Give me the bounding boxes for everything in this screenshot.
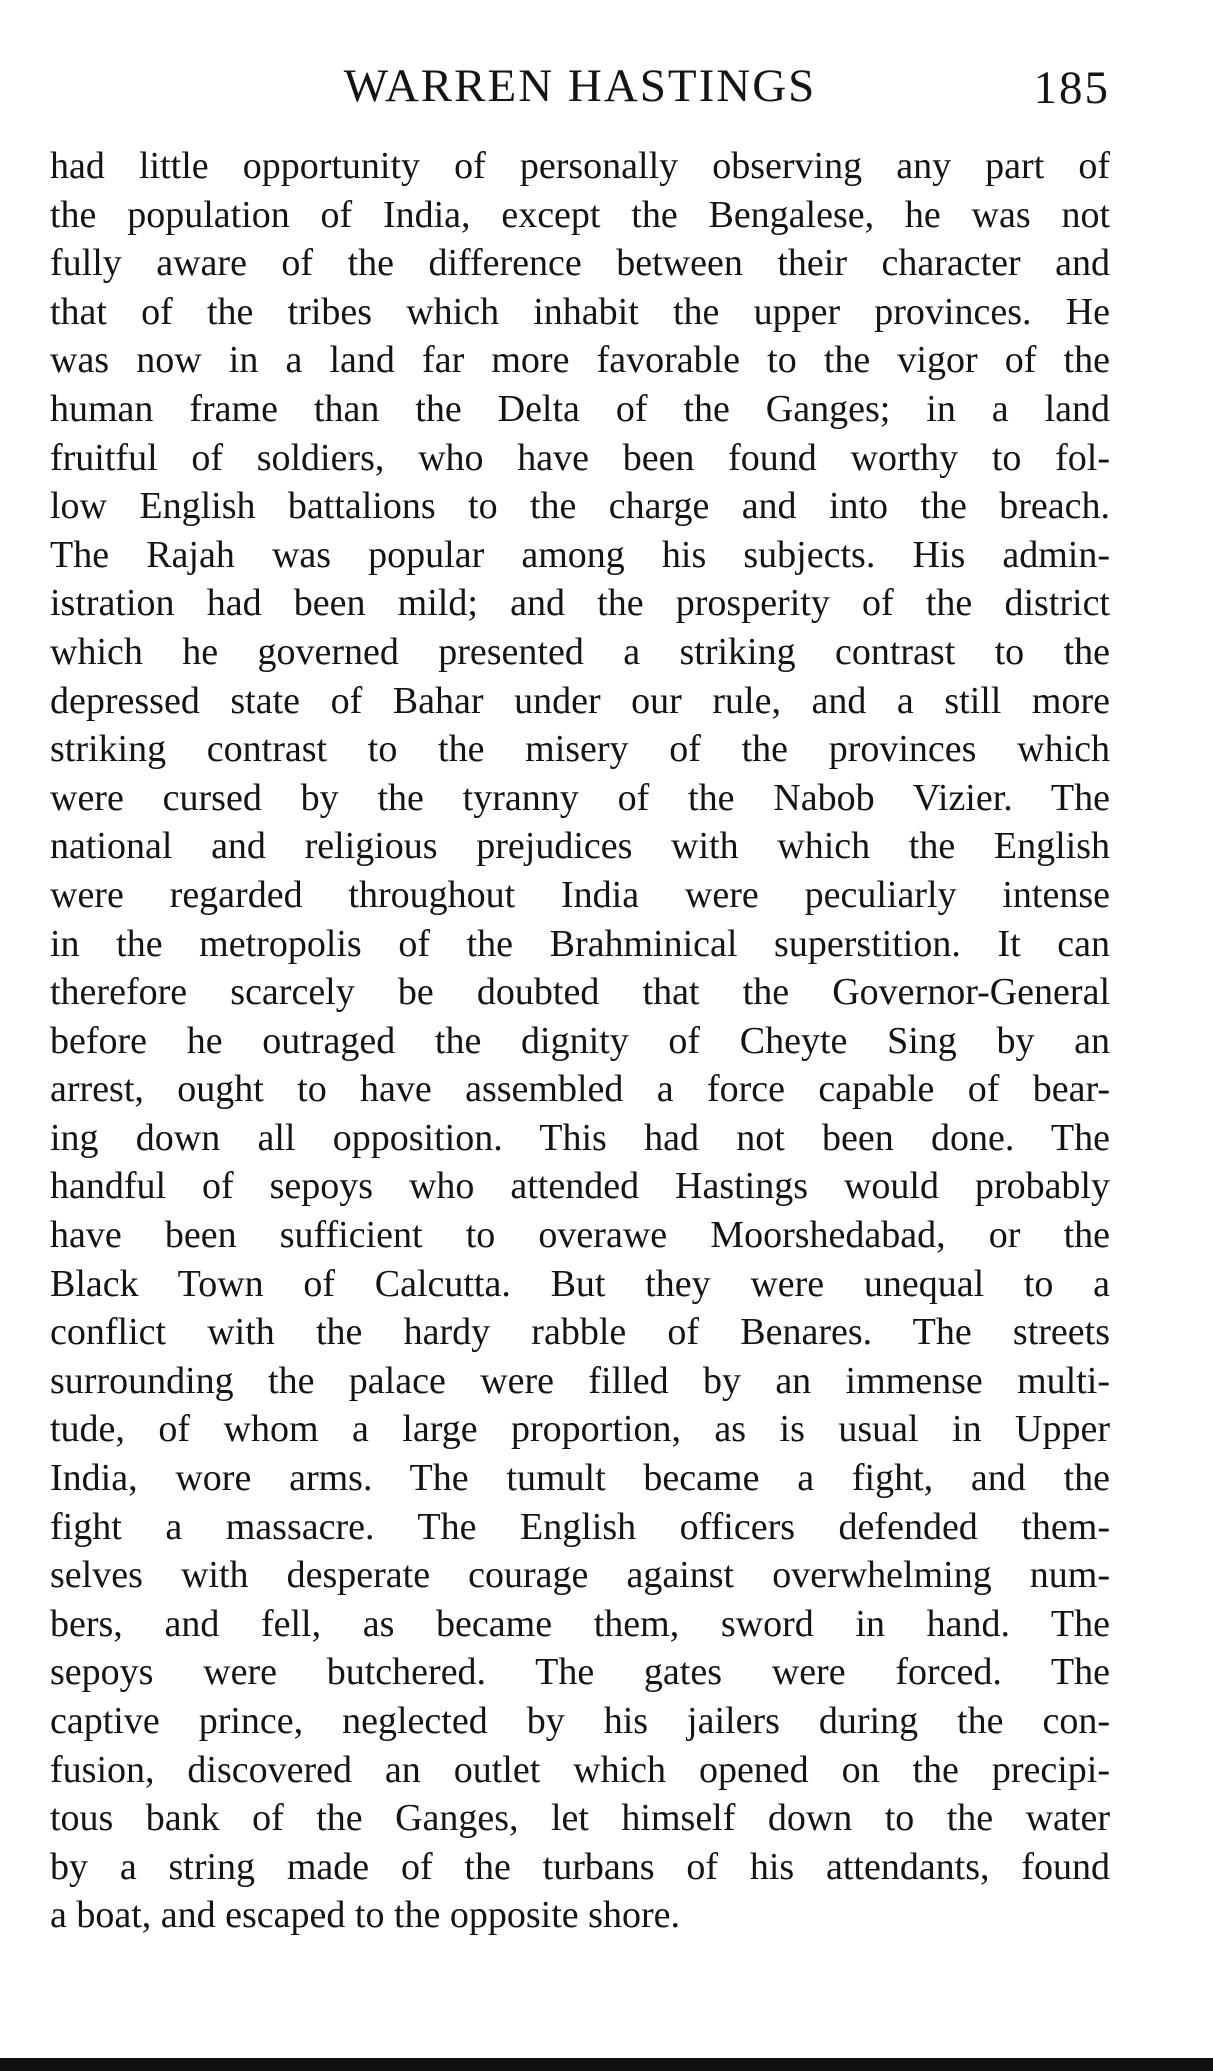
text-line: in the metropolis of the Brahminical superstition. It can	[50, 922, 1110, 965]
text-line: low English battalions to the charge and into the breach.	[50, 485, 1110, 528]
text-line: therefore scarcely be doubted that the Governor-General	[50, 971, 1110, 1014]
text-line: have been sufficient to overawe Moorshedabad, or the	[50, 1214, 1110, 1257]
text-line: captive prince, neglected by his jailers during the con-	[50, 1700, 1110, 1742]
text-line: arrest, ought to have assembled a force capable of bear-	[50, 1068, 1110, 1111]
text-line: the population of India, except the Bengalese, he was not	[50, 193, 1110, 236]
text-line: by a string made of the turbans of his attendants, found	[50, 1845, 1110, 1888]
text-line: sepoys were butchered. The gates were forced. The	[50, 1651, 1110, 1694]
text-line: conflict with the hardy rabble of Benares. The streets	[50, 1311, 1110, 1354]
text-line: which he governed presented a striking contrast to the	[50, 630, 1110, 673]
text-line: India, wore arms. The tumult became a fight, and the	[50, 1457, 1110, 1500]
page-number: 185	[1033, 62, 1110, 114]
text-line: The Rajah was popular among his subjects. His admin-	[50, 533, 1110, 576]
text-line: human frame than the Delta of the Ganges; in a land	[50, 387, 1110, 430]
text-line: that of the tribes which inhabit the upper provinces. He	[50, 290, 1110, 333]
text-line: was now in a land far more favorable to the vigor of the	[50, 339, 1110, 382]
text-line: were regarded throughout India were peculiarly intense	[50, 873, 1110, 916]
running-title: WARREN HASTINGS	[343, 60, 817, 112]
running-head	[50, 52, 1110, 122]
text-line: depressed state of Bahar under our rule, and a still more	[50, 679, 1110, 722]
text-line-final: a boat, and escaped to the opposite shore.	[50, 1894, 680, 1937]
text-line: were cursed by the tyranny of the Nabob Vizier. The	[50, 776, 1110, 819]
text-line: fight a massacre. The English officers defended them-	[50, 1505, 1110, 1548]
text-line: bers, and fell, as became them, sword in hand. The	[50, 1602, 1110, 1645]
text-line: fully aware of the difference between their character and	[50, 242, 1110, 285]
body-text	[50, 142, 1110, 1940]
text-line: national and religious prejudices with which the English	[50, 825, 1110, 868]
text-line: fruitful of soldiers, who have been found worthy to fol-	[50, 436, 1110, 479]
text-line: ing down all opposition. This had not been done. The	[50, 1116, 1110, 1159]
text-line: handful of sepoys who attended Hastings would probably	[50, 1165, 1110, 1208]
text-line: tude, of whom a large proportion, as is usual in Upper	[50, 1408, 1110, 1451]
text-line: striking contrast to the misery of the provinces which	[50, 728, 1110, 771]
text-line: had little opportunity of personally observing any part of	[50, 145, 1110, 187]
bottom-rule	[0, 2058, 1213, 2071]
text-line: fusion, discovered an outlet which opened on the precipi-	[50, 1748, 1110, 1791]
text-line: istration had been mild; and the prosperity of the district	[50, 582, 1110, 625]
text-line: surrounding the palace were filled by an immense multi-	[50, 1359, 1110, 1402]
text-line: Black Town of Calcutta. But they were unequal to a	[50, 1262, 1110, 1305]
text-line: selves with desperate courage against overwhelming num-	[50, 1554, 1110, 1597]
text-line: tous bank of the Ganges, let himself down to the water	[50, 1797, 1110, 1840]
text-line: before he outraged the dignity of Cheyte Sing by an	[50, 1019, 1110, 1062]
